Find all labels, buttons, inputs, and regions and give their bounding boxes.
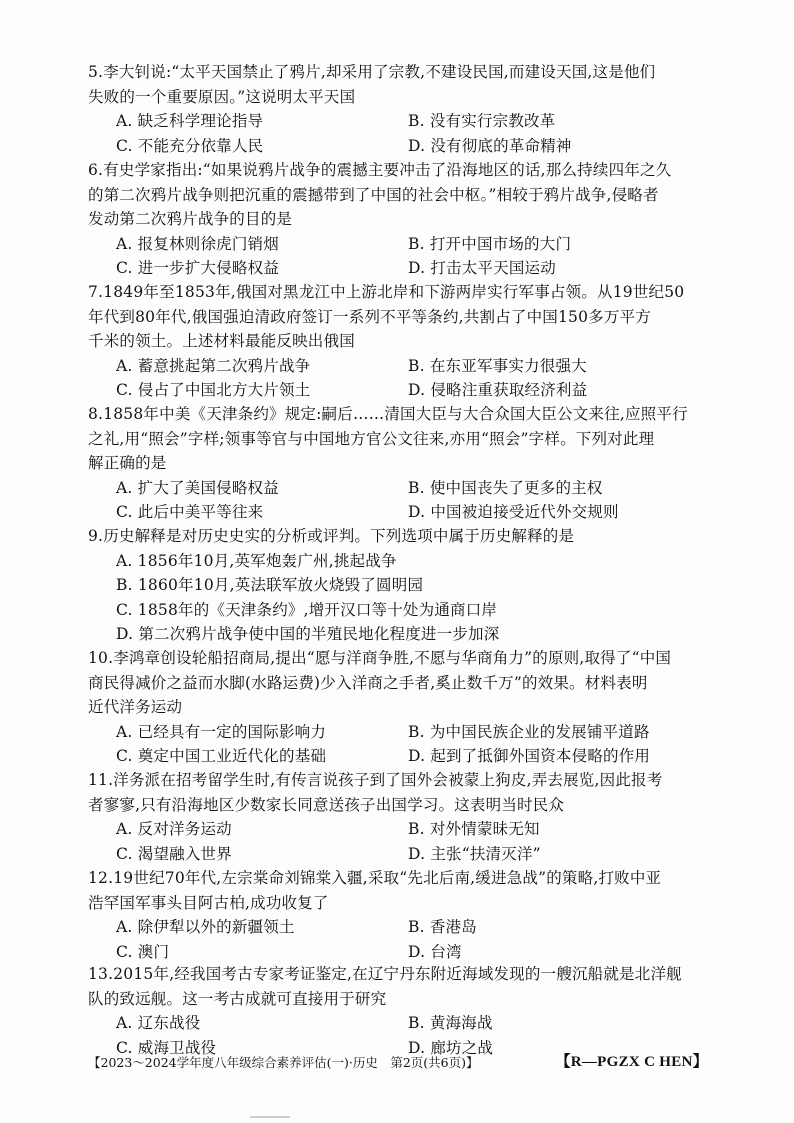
question-stem-line: 之礼,用“照会”字样;领事等官与中国地方官公文往来,亦用“照会”字样。下列对此理 [88,429,655,448]
question-stem-line: 队的致远舰。这一考古成就可直接用于研究 [88,989,387,1008]
option-a[interactable]: A. 蓄意挑起第二次鸦片战争 [116,356,311,375]
option-b[interactable]: B. 打开中国市场的大门 [408,234,572,253]
option-b[interactable]: B. 没有实行宗教改革 [408,112,556,130]
question-stem-line: 商民得减价之益而水脚(水路运费)少入洋商之手者,奚止数千万”的效果。材料表明 [88,673,648,692]
question-stem-line: 年代到80年代,俄国强迫清政府签订一系列不平等条约,共割占了中国150多万平方 [88,307,651,326]
question-stem-line: 9.历史解释是对历史史实的分析或评判。下列选项中属于历史解释的是 [88,527,575,545]
option-a[interactable]: A. 报复林则徐虎门销烟 [116,234,279,253]
option-a[interactable]: A. 反对洋务运动 [116,820,232,838]
option-c[interactable]: C. 1858年的《天津条约》,增开汉口等十处为通商口岸 [116,600,498,619]
footer-code: 【R—PGZX C HEN】 [555,1054,708,1070]
option-a[interactable]: A. 缺乏科学理论指导 [116,112,264,130]
option-d[interactable]: D. 台湾 [408,942,462,961]
option-b[interactable]: B. 在东亚军事实力很强大 [408,356,587,375]
option-d[interactable]: D. 打击太平天国运动 [408,259,556,277]
option-b[interactable]: B. 使中国丧失了更多的主权 [408,478,603,497]
options [88,915,708,964]
option-a[interactable]: A. 除伊犁以外的新疆领土 [116,918,295,936]
question-10 [88,646,708,769]
options [88,817,708,866]
option-c[interactable]: C. 进一步扩大侵略权益 [116,259,280,277]
option-c[interactable]: C. 威海卫战役 [116,1038,217,1057]
option-c[interactable]: C. 侵占了中国北方大片领土 [116,381,311,399]
question-stem-line: 解正确的是 [88,454,167,472]
question-stem-line: 的第二次鸦片战争则把沉重的震撼带到了中国的社会中枢。”相较于鸦片战争,侵略者 [88,185,659,204]
footer-exam-info: 【2023～2024学年度八年级综合素养评估(一)·历史 第2页(共6页)】 [88,1055,479,1070]
options [88,232,708,281]
option-b[interactable]: B. 1860年10月,英法联军放火烧毁了圆明园 [116,576,424,594]
option-b[interactable]: B. 香港岛 [408,918,477,936]
option-c[interactable]: C. 不能充分依靠人民 [116,136,264,155]
options [88,549,708,647]
option-a[interactable]: A. 已经具有一定的国际影响力 [116,722,327,741]
question-5 [88,60,708,158]
question-12 [88,866,708,964]
question-7 [88,280,708,403]
question-stem-line: 千米的领土。上述材料最能反映出俄国 [88,332,355,350]
question-stem-line: 者寥寥,只有沿海地区少数家长同意送孩子出国学习。这表明当时民众 [88,795,565,814]
page-footer [88,1052,708,1074]
option-c[interactable]: C. 此后中美平等往来 [116,503,264,521]
option-d[interactable]: D. 第二次鸦片战争使中国的半殖民地化程度进一步加深 [116,625,500,643]
option-c[interactable]: C. 澳门 [116,942,170,961]
option-c[interactable]: C. 奠定中国工业近代化的基础 [116,747,327,765]
option-b[interactable]: B. 为中国民族企业的发展铺平道路 [408,722,650,741]
option-c[interactable]: C. 渴望融入世界 [116,844,232,863]
question-stem-line: 12.19世纪70年代,左宗棠命刘锦棠入疆,采取“先北后南,缓进急战”的策略,打败中亚 [88,869,662,887]
question-stem-line: 6.有史学家指出:“如果说鸦片战争的震撼主要冲击了沿海地区的话,那么持续四年之久 [88,161,672,179]
option-d[interactable]: D. 起到了抵御外国资本侵略的作用 [408,747,651,765]
question-6 [88,158,708,281]
options [88,720,708,769]
option-b[interactable]: B. 黄海海战 [408,1014,493,1032]
option-d[interactable]: D. 中国被迫接受近代外交规则 [408,503,619,521]
option-d[interactable]: D. 廊坊之战 [408,1038,494,1057]
option-a[interactable]: A. 1856年10月,英军炮轰广州,挑起战争 [116,551,397,570]
question-9 [88,524,708,647]
option-d[interactable]: D. 没有彻底的革命精神 [408,136,572,155]
question-stem-line: 浩罕国军事头目阿古柏,成功收复了 [88,893,329,912]
question-stem-line: 8.1858年中美《天津条约》规定:嗣后……清国大臣与大合众国大臣公文来往,应照平行 [88,405,688,423]
question-stem-line: 失败的一个重要原因。”这说明太平天国 [88,87,356,106]
option-b[interactable]: B. 对外情蒙昧无知 [408,820,540,838]
option-a[interactable]: A. 扩大了美国侵略权益 [116,478,279,497]
option-a[interactable]: A. 辽东战役 [116,1014,201,1032]
question-8 [88,402,708,525]
question-stem-line: 11.洋务派在招考留学生时,有传言说孩子到了国外会被蒙上狗皮,弄去展览,因此报考 [88,771,663,789]
options [88,476,708,525]
scan-artifact [250,1116,290,1118]
question-stem-line: 13.2015年,经我国考古专家考证鉴定,在辽宁丹东附近海域发现的一艘沉船就是北洋舰 [88,965,682,983]
options [88,109,708,158]
option-d[interactable]: D. 主张“扶清灭洋” [408,844,541,863]
question-stem-line: 7.1849年至1853年,俄国对黑龙江中上游北岸和下游两岸实行军事占领。从19世纪50 [88,283,685,301]
question-stem-line: 10.李鸿章创设轮船招商局,提出“愿与洋商争胜,不愿与华商角力”的原则,取得了“中国 [88,649,672,667]
question-stem-line: 近代洋务运动 [88,698,183,716]
option-d[interactable]: D. 侵略注重获取经济利益 [408,381,588,399]
question-13 [88,962,708,1060]
question-11 [88,768,708,866]
question-stem-line: 发动第二次鸦片战争的目的是 [88,210,293,228]
options [88,354,708,403]
question-stem-line: 5.李大钊说:“太平天国禁止了鸦片,却采用了宗教,不建设民国,而建设天国,这是他们 [88,63,656,81]
